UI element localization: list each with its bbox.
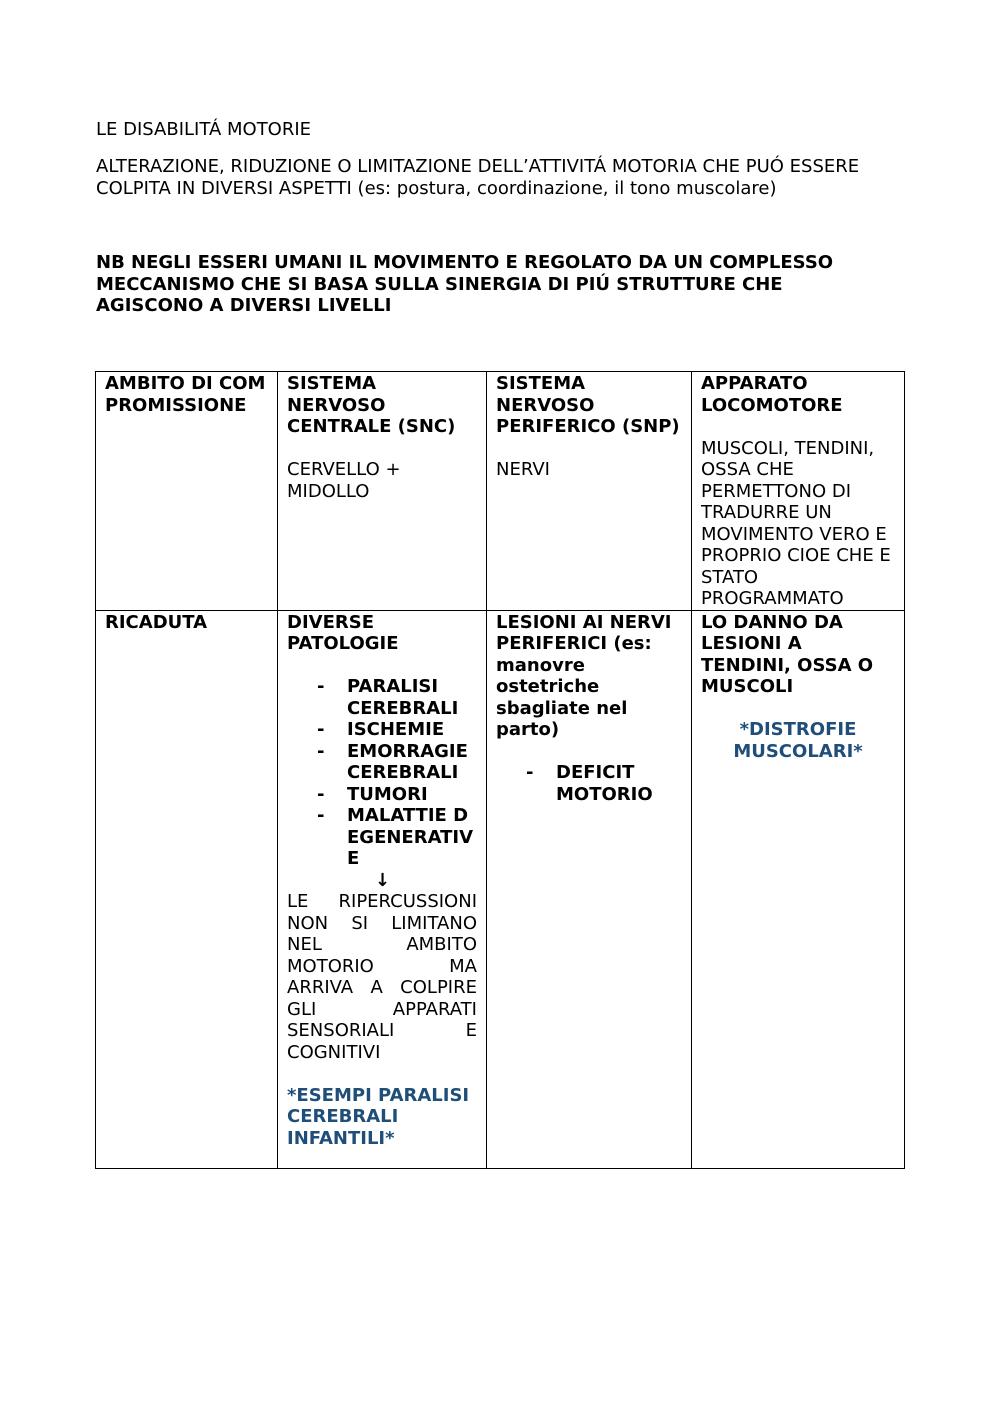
definition-paragraph: ALTERAZIONE, RIDUZIONE O LIMITAZIONE DELL’ATTIVITÁ MOTORIA CHE PUÓ ESSERE COLPITA IN DIVERSI ASPETTI (es: postura, coordinazione, il tono muscolare): [96, 156, 860, 199]
deficit-list: [496, 762, 682, 805]
document-title: LE DISABILITÁ MOTORIE: [96, 119, 312, 140]
list-item: - ISCHEMIE: [317, 719, 445, 740]
table-cell-snc-ricaduta: [278, 610, 487, 1168]
table-cell-snp-ricaduta: [487, 610, 692, 1168]
cell-heading: SISTEMA NERVOSO PERIFERICO (SNP): [496, 373, 680, 437]
cell-heading: AMBITO DI COMPROMISSIONE: [105, 373, 266, 416]
table-cell-snp: [487, 372, 692, 611]
cell-text: CERVELLO + MIDOLLO: [287, 459, 401, 502]
cell-heading: APPARATO LOCOMOTORE: [701, 373, 843, 416]
example-reference: *DISTROFIE MUSCOLARI*: [733, 719, 863, 762]
cell-text: NERVI: [496, 459, 550, 480]
list-item: - TUMORI: [317, 783, 428, 805]
motor-disability-table: [95, 371, 905, 1169]
cell-heading: DIVERSE PATOLOGIE: [287, 611, 399, 654]
down-arrow-icon: ↓: [375, 869, 391, 891]
table-cell-ambito: [96, 372, 278, 611]
cell-heading: SISTEMA NERVOSO CENTRALE (SNC): [287, 373, 456, 437]
example-reference: *ESEMPI PARALISI CEREBRALI INFANTILI*: [287, 1084, 470, 1149]
table-cell-ricaduta: [96, 610, 278, 1168]
list-item: - DEFICIT MOTORIO: [526, 762, 653, 805]
table-cell-apparato-ricaduta: [692, 610, 905, 1168]
cell-heading: LO DANNO DA LESIONI A TENDINI, OSSA O MUSCOLI: [701, 611, 874, 697]
cell-heading: LESIONI AI NERVI PERIFERICI (es: manovre ostetriche sbagliate nel parto): [496, 611, 672, 740]
pathology-list: [287, 676, 477, 870]
table-cell-snc: [278, 372, 487, 611]
list-item: - EMORRAGIE CEREBRALI: [317, 740, 468, 783]
cell-heading: RICADUTA: [105, 611, 208, 633]
list-item: - MALATTIE DEGENERATIVE: [317, 805, 474, 869]
list-item: - PARALISI CEREBRALI: [317, 676, 459, 719]
table-row: [96, 372, 905, 611]
nb-note-paragraph: NB NEGLI ESSERI UMANI IL MOVIMENTO E REGOLATO DA UN COMPLESSO MECCANISMO CHE SI BASA SULLA SINERGIA DI PIÚ STRUTTURE CHE AGISCONO A DIVERSI LIVELLI: [96, 252, 834, 316]
cell-text: MUSCOLI, TENDINI, OSSA CHE PERMETTONO DI TRADURRE UN MOVIMENTO VERO E PROPRIO CIOE CHE E STATO PROGRAMMATO: [701, 437, 891, 609]
cell-text: LE RIPERCUSSIONI NON SI LIMITANO NEL AMBITO MOTORIO MA ARRIVA A COLPIRE GLI APPARATI SENSORIALI E COGNITIVI: [287, 891, 477, 1063]
table-row: [96, 610, 905, 1168]
table-cell-apparato: [692, 372, 905, 611]
